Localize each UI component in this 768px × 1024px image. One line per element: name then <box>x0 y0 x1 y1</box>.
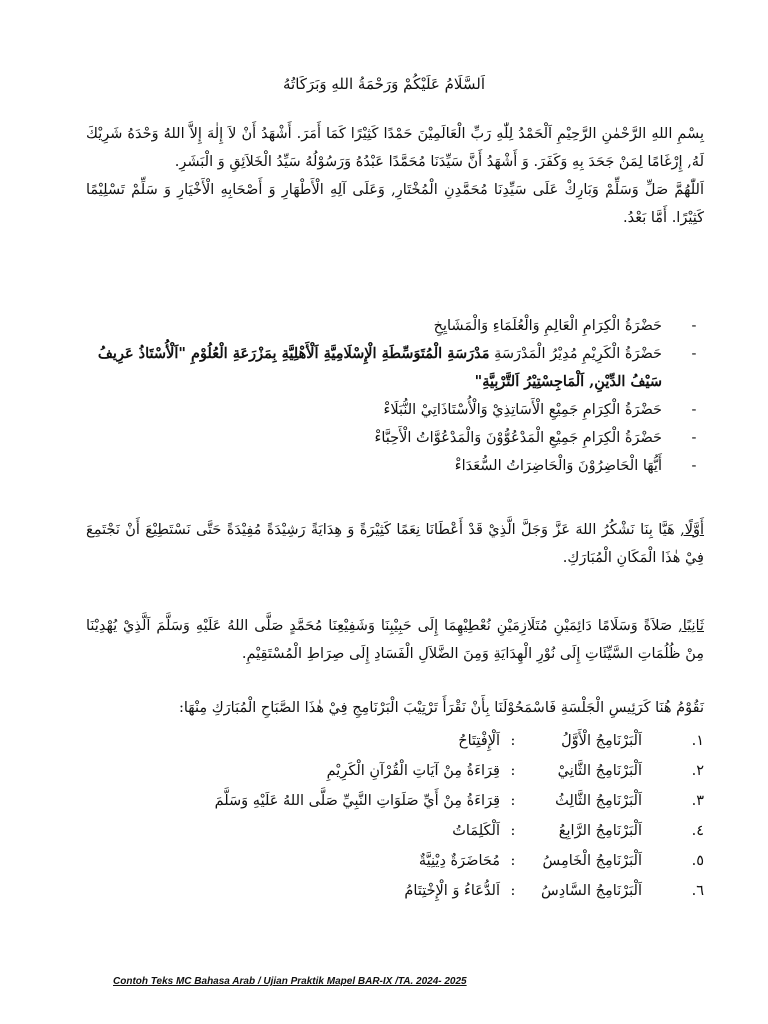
program-item: قِرَاءَةُ مِنْ أَيِّ صَلَوَاتِ النَّبِيِّ صَلَّى اللهُ عَلَيْهِ وَسَلَّمَ <box>214 793 500 809</box>
program-row <box>86 846 704 876</box>
program-colon: : <box>510 853 516 869</box>
attendee-text: أَيُّهَا الْحَاضِرُوْنَ وَالْحَاضِرَاتُ السُّعَدَاءْ <box>454 458 662 474</box>
program-name: اَلْبَرْنَامِجُ الثَّانِيْ <box>557 763 642 779</box>
program-number: ٥. <box>691 853 704 869</box>
program-colon: : <box>510 763 516 779</box>
program-row <box>86 816 704 846</box>
page-footer: Contoh Teks MC Bahasa Arab / Ujian Praktik Mapel BAR-IX /TA. 2024- 2025 <box>113 976 467 987</box>
bullet-dash: - <box>691 318 697 334</box>
program-item: مُحَاضَرَةٌ دِيْنِيَّةٌ <box>418 853 500 869</box>
program-row <box>86 756 704 786</box>
greeting-heading: اَلسَّلَامُ عَلَيْكُمْ وَرَحْمَةُ اللهِ وَبَرَكَاتُهُ <box>283 75 485 93</box>
attendees-list <box>86 312 704 480</box>
program-name: اَلْبَرْنَامِجُ السَّادِسُ <box>541 883 642 899</box>
first-text: هَيَّا بِنَا نَشْكُرُ اللهَ عَزَّ وَجَلَّ الَّذِيْ قَدْ أَعْطَانَا نِعَمًا كَثِيْرَةً وَ هِدَايَةً رَشِيْدَةً مُفِيْدَةً حَتَّى نَسْتَطِيْعَ أَنْ نَجْتَمِعَ فِيْ هٰذَا الْمَكَانِ الْمُبَارَكِ. <box>86 522 704 566</box>
attendee-item <box>86 452 704 480</box>
bullet-dash: - <box>691 458 697 474</box>
opening-paragraph: بِسْمِ اللهِ الرَّحْمٰنِ الرَّحِيْمِ اَلْحَمْدُ لِلّٰهِ رَبِّ الْعَالَمِيْنَ حَمْدًا كَثِيْرًا كَمَا أَمَرَ. أَشْهَدُ أَنْ لاَ إِلٰهَ إِلاَّ اللهُ وَحْدَهُ شَرِيْكَ لَهُ, إِرْغَامًا لِمَنْ جَحَدَ بِهِ وَكَفَرَ. وَ أَشْهَدُ أَنَّ سَيِّدَنَا مُحَمَّدًا عَبْدُهُ وَرَسُوْلُهُ سَيِّدُ الْخَلاَئِقِ وَ الْبَشَرِ. <box>86 126 704 170</box>
program-number: ٢. <box>691 763 704 779</box>
program-number: ٣. <box>691 793 704 809</box>
program-name: اَلْبَرْنَامِجُ الثَّالِثُ <box>555 793 642 809</box>
second-text: صَلاَةً وَسَلَامًا دَائِمَيْنِ مُتَلَازِمَيْنِ نُعْطِيْهِمَا إِلَى حَبِيْبِنَا وَشَفِيْعِنَا مُحَمَّدٍ صَلَّى اللهُ عَلَيْهِ وَسَلَّمَ اَلَّذِيْ يُهْدِيْنَا مِنْ ظُلُمَاتِ السَّيِّئَاتِ إِلَى نُوْرِ الْهِدَايَةِ وَمِنَ الضَّلاَلِ الْفَسَادِ إِلَى صِرَاطِ الْمُسْتَقِيْمِ. <box>86 618 704 662</box>
program-row <box>86 726 704 756</box>
attendee-item <box>86 312 704 340</box>
bullet-dash: - <box>691 346 697 362</box>
program-colon: : <box>510 793 516 809</box>
first-marker: أَوَّلًا, <box>680 522 705 538</box>
bullet-dash: - <box>691 402 697 418</box>
second-paragraph <box>86 612 704 668</box>
program-item: اَلدُّعَاءُ وَ الْإِخْتِتَامُ <box>404 883 500 899</box>
attendee-item-principal <box>86 340 704 396</box>
program-number: ٦. <box>691 883 704 899</box>
program-row <box>86 876 704 906</box>
program-intro: نَقُوْمُ هُنَا كَرَئِيسِ الْجَلْسَةِ فَاسْمَحُوْلَنَا بِأَنْ نَقْرَأَ تَرْتِيْبَ الْبَرْنَامِجِ فِيْ هٰذَا الصَّبَاحِ الْمُبَارَكِ مِنْهَا: <box>178 700 704 716</box>
program-name: اَلْبَرْنَامِجُ الْأَوَّلُ <box>561 733 642 749</box>
program-colon: : <box>510 883 516 899</box>
program-name: اَلْبَرْنَامِجُ الرَّابِعُ <box>558 823 642 839</box>
program-item: اَلْإِفْتِتَاحُ <box>458 733 500 749</box>
opening-section <box>86 120 704 232</box>
bullet-dash: - <box>691 430 697 446</box>
program-item: اَلْكَلِمَاتُ <box>452 823 500 839</box>
program-colon: : <box>510 733 516 749</box>
attendee-text: حَضْرَةُ الْكَرِيْمِ مُدِيْرُ الْمَدْرَسَةِ <box>494 346 662 362</box>
program-item: قِرَاءَةُ مِنْ آيَاتِ الْقُرْآنِ الْكَرِيْمِ <box>326 763 500 779</box>
second-marker: ثَانِيًا, <box>678 618 704 634</box>
attendee-item <box>86 424 704 452</box>
program-colon: : <box>510 823 516 839</box>
attendee-item <box>86 396 704 424</box>
principal-name: مَدْرَسَةِ الْمُتَوَسِّطَةِ الْإِسْلَامِيَّةِ اَلْأَهْلِيَّةِ بِمَزْرَعَةِ الْعُلُوْمِ "اَلْأُسْتَاذُ عَرِيفُ سَيْفُ الدِّيْنِ, اَلْمَاجِسْتِيْرُ اَلتَّرْبِيَّةِ" <box>97 345 662 390</box>
program-list <box>86 726 704 906</box>
attendee-text: حَضْرَةُ الْكِرَامِ جَمِيْعِ الْمَدْعُوُّوْنَ وَالْمَدْعُوَّاتُ الْأَحِبَّاءْ <box>374 430 662 446</box>
first-paragraph <box>86 516 704 572</box>
program-number: ٤. <box>691 823 704 839</box>
program-number: ١. <box>691 733 704 749</box>
attendee-text: حَضْرَةُ الْكِرَامِ جَمِيْعِ الْأَسَاتِذِيْ وَالْأُسْتَاذَاتِيْ النُّبَلَاءْ <box>383 402 662 418</box>
program-row <box>86 786 704 816</box>
program-name: اَلْبَرْنَامِجُ الْخَامِسُ <box>542 853 642 869</box>
salawat-paragraph: اَللّٰهُمَّ صَلِّ وَسَلِّمْ وَبَارِكْ عَلَى سَيِّدِنَا مُحَمَّدِنِ الْمُخْتَارِ, وَعَلَى آلِهِ الْأَطْهَارِ وَ أَصْحَابِهِ الْأَخْيَارِ وَ سَلِّمْ تَسْلِيْمًا كَثِيْرًا. أَمَّا بَعْدُ. <box>86 182 704 226</box>
attendee-text: حَضْرَةُ الْكِرَامِ الْعَالِمِ وَالْعُلَمَاءِ وَالْمَشَايِخِ <box>433 318 662 334</box>
